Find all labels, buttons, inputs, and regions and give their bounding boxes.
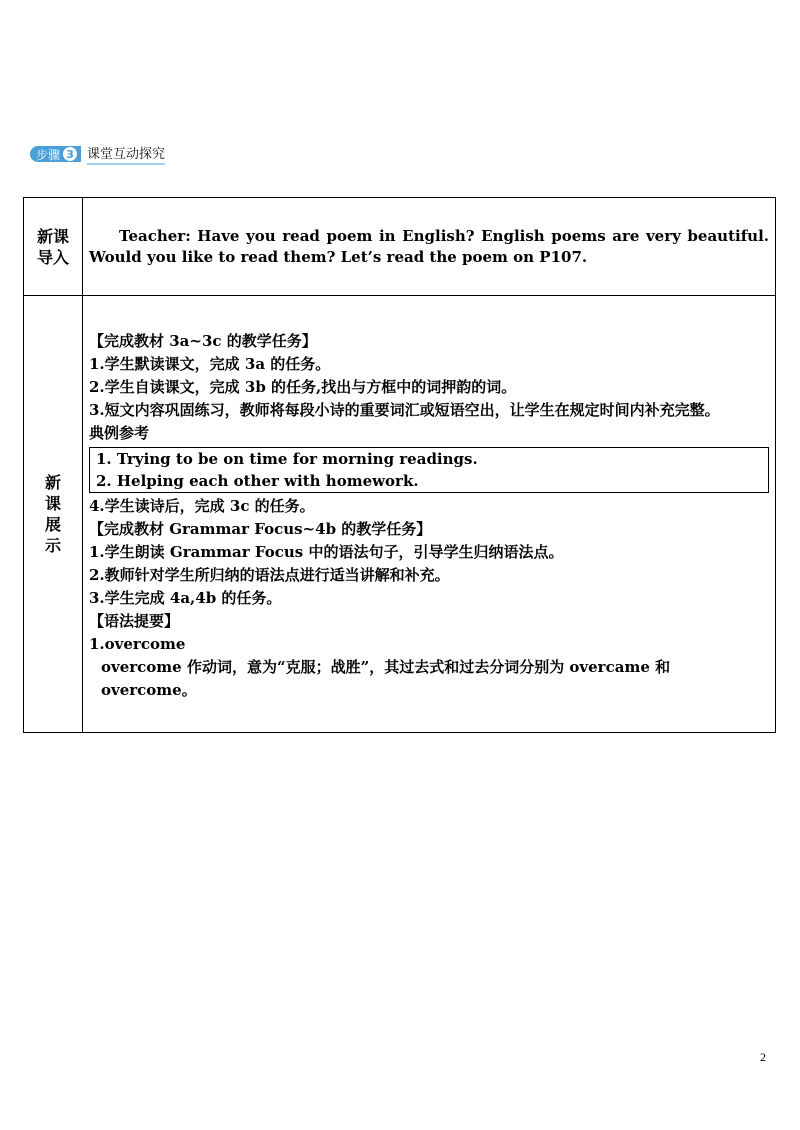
task-line: 2.学生自读课文，完成 3b 的任务,找出与方框中的词押韵的词。 [89, 377, 517, 396]
main-row [24, 296, 776, 733]
grammar-note: overcome 作动词，意为“克服；战胜”，其过去式和过去分词分别为 overcame 和 overcome。 [101, 657, 671, 699]
step-badge-text: 步骤 [36, 147, 61, 162]
example-item: 2. Helping each other with homework. [96, 471, 419, 490]
grammar-item: 1.overcome [89, 634, 186, 653]
main-label-cell [24, 296, 83, 733]
task-line: 3.短文内容巩固练习，教师将每段小诗的重要词汇或短语空出，让学生在规定时间内补充完整。 [89, 400, 720, 419]
intro-row [24, 198, 776, 296]
task-line: 4.学生读诗后，完成 3c 的任务。 [89, 496, 315, 515]
main-content-cell [83, 296, 776, 733]
step-title: 课堂互动探究 [87, 143, 165, 165]
example-box [89, 447, 769, 493]
task-line: 2.教师针对学生所归纳的语法点进行适当讲解和补充。 [89, 565, 450, 584]
task-line: 1.学生朗读 Grammar Focus 中的语法句子，引导学生归纳语法点。 [89, 542, 564, 561]
task-line: 1.学生默读课文，完成 3a 的任务。 [89, 354, 331, 373]
intro-text: Teacher: Have you read poem in English? English poems are very beautiful. Would you like to read them? Let’s read the poem on P107. [89, 226, 769, 266]
intro-label: 新课导入 [36, 226, 69, 267]
intro-cell [83, 198, 776, 296]
lesson-table [23, 197, 776, 733]
step-number: 3 [63, 147, 77, 161]
task-line: 3.学生完成 4a,4b 的任务。 [89, 588, 282, 607]
step-badge [30, 146, 81, 162]
section-heading: 【完成教材 Grammar Focus~4b 的教学任务】 [89, 519, 432, 538]
step-header [30, 144, 165, 164]
main-label: 新课展示 [44, 473, 61, 555]
page-number: 2 [760, 1050, 766, 1064]
example-heading: 典例参考 [89, 423, 150, 442]
section-heading: 【完成教材 3a~3c 的教学任务】 [89, 331, 317, 350]
example-item: 1. Trying to be on time for morning readings. [96, 449, 478, 468]
intro-label-cell [24, 198, 83, 296]
grammar-heading: 【语法提要】 [89, 611, 180, 630]
